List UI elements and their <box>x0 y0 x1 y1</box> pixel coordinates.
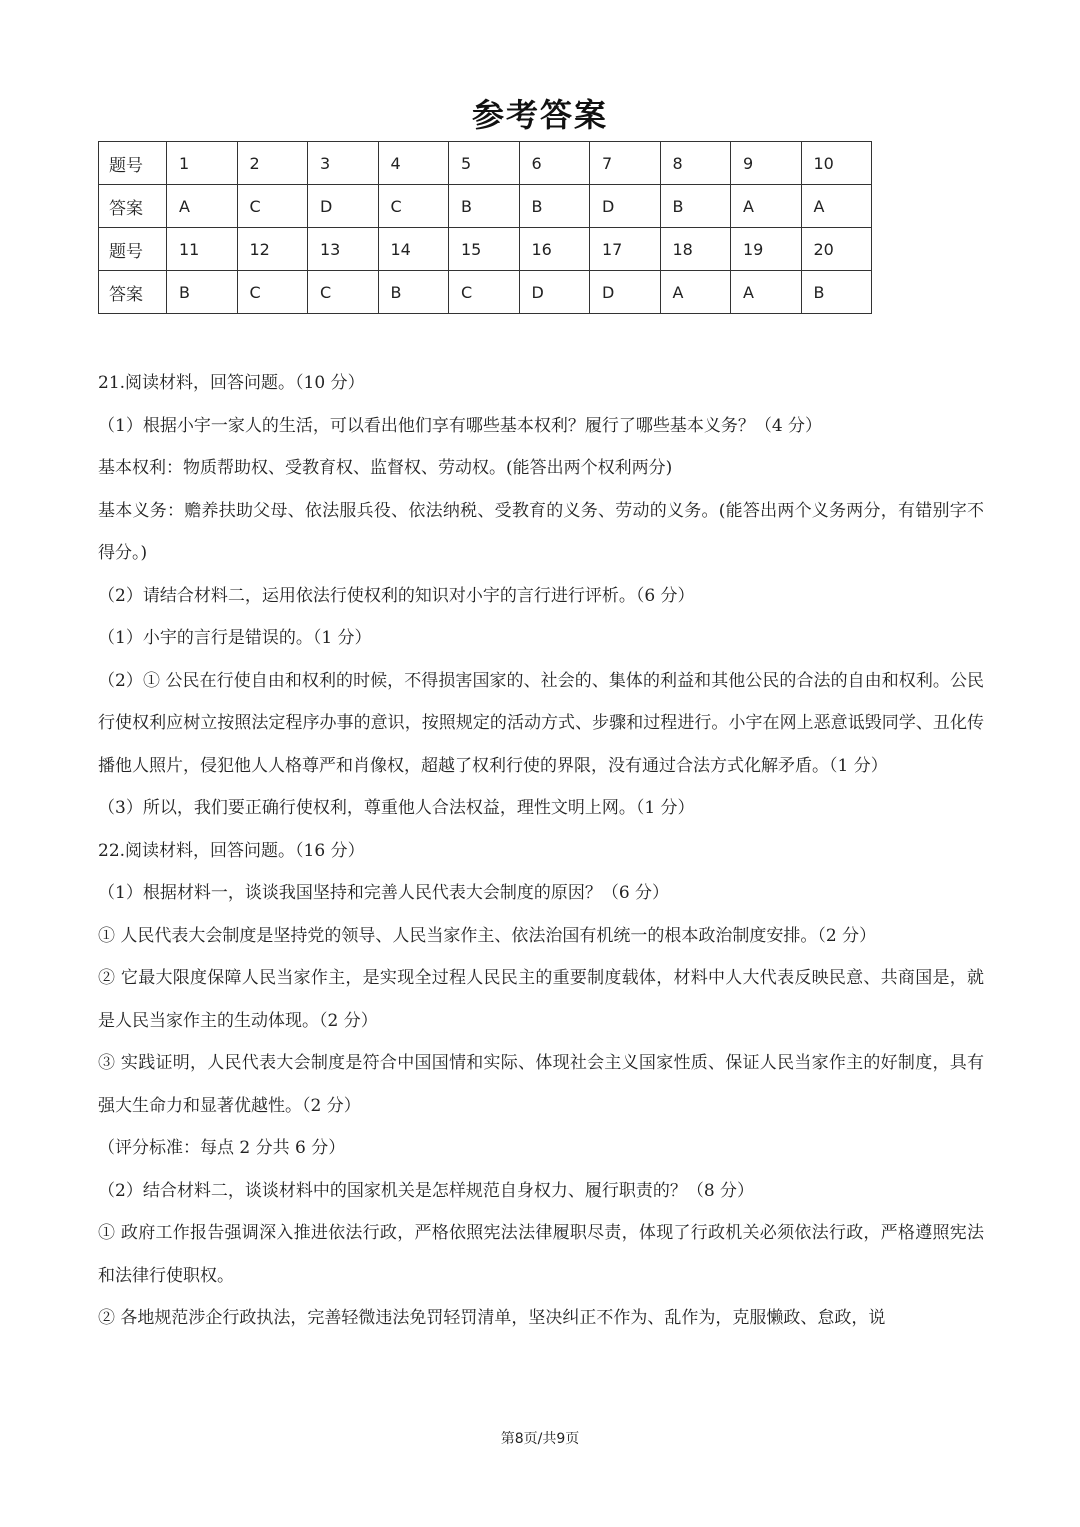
answer-table-cell: A <box>167 185 238 228</box>
row-header-cell: 题号 <box>99 142 167 185</box>
answer-table-cell: B <box>801 271 872 314</box>
answer-table-cell: 12 <box>237 228 308 271</box>
answer-table-cell: A <box>731 185 802 228</box>
answer-table-cell: B <box>519 185 590 228</box>
answer-table-cell: 17 <box>590 228 661 271</box>
answer-table-cell: C <box>308 271 379 314</box>
answer-table-row <box>99 185 872 228</box>
answer-paragraph: ③ 实践证明，人民代表大会制度是符合中国国情和实际、体现社会主义国家性质、保证人民当家作主的好制度，具有强大生命力和显著优越性。（2 分） <box>98 1053 984 1116</box>
answer-table-row <box>99 142 872 185</box>
row-header-cell: 答案 <box>99 271 167 314</box>
answer-table-cell: 13 <box>308 228 379 271</box>
answer-table-cell: 19 <box>731 228 802 271</box>
answer-table-cell: B <box>167 271 238 314</box>
answer-paragraph: （1）根据小宇一家人的生活，可以看出他们享有哪些基本权利？履行了哪些基本义务？（4 分） <box>98 415 823 436</box>
answer-table-cell: D <box>308 185 379 228</box>
answer-paragraph: ① 人民代表大会制度是坚持党的领导、人民当家作主、依法治国有机统一的根本政治制度安排。（2 分） <box>98 925 877 946</box>
answer-table-cell: C <box>237 271 308 314</box>
answer-table-cell: 5 <box>449 142 520 185</box>
answer-paragraph: 基本义务：赡养扶助父母、依法服兵役、依法纳税、受教育的义务、劳动的义务。(能答出两个义务两分，有错别字不得分。) <box>98 500 984 563</box>
answer-paragraph: 22.阅读材料，回答问题。（16 分） <box>98 840 365 861</box>
answer-body <box>98 362 984 1340</box>
answer-paragraph: ② 它最大限度保障人民当家作主，是实现全过程人民民主的重要制度载体，材料中人大代表反映民意、共商国是，就是人民当家作主的生动体现。（2 分） <box>98 968 984 1031</box>
page-title: 参考答案 <box>471 96 608 134</box>
answer-paragraph: （1）小宇的言行是错误的。（1 分） <box>98 628 372 648</box>
answer-table-cell: C <box>378 185 449 228</box>
answer-table-cell: C <box>449 271 520 314</box>
row-header-cell: 题号 <box>99 228 167 271</box>
answer-paragraph: （1）根据材料一，谈谈我国坚持和完善人民代表大会制度的原因？（6 分） <box>98 883 670 903</box>
answer-paragraph: 基本权利：物质帮助权、受教育权、监督权、劳动权。(能答出两个权利两分) <box>98 458 673 478</box>
answer-table-cell: 4 <box>378 142 449 185</box>
answer-table-cell: 16 <box>519 228 590 271</box>
answer-table-cell: 20 <box>801 228 872 271</box>
answer-table-cell: D <box>590 185 661 228</box>
answer-table-cell: 9 <box>731 142 802 185</box>
answer-table-cell: 11 <box>167 228 238 271</box>
answer-paragraph: （2）请结合材料二，运用依法行使权利的知识对小宇的言行进行评析。（6 分） <box>98 585 695 606</box>
answer-table-cell: A <box>801 185 872 228</box>
answer-table-cell: 10 <box>801 142 872 185</box>
answer-paragraph: （评分标准：每点 2 分共 6 分） <box>98 1138 346 1158</box>
answer-table-cell: D <box>590 271 661 314</box>
answer-table-cell: B <box>378 271 449 314</box>
answer-table-cell: 2 <box>237 142 308 185</box>
answer-table-cell: 8 <box>660 142 731 185</box>
answer-table-cell: 14 <box>378 228 449 271</box>
answer-table-cell: 7 <box>590 142 661 185</box>
answer-table-cell: C <box>237 185 308 228</box>
answer-table-cell: D <box>519 271 590 314</box>
answer-table-cell: A <box>731 271 802 314</box>
answer-paragraph: ① 政府工作报告强调深入推进依法行政，严格依照宪法法律履职尽责，体现了行政机关必须依法行政，严格遵照宪法和法律行使职权。 <box>98 1223 984 1286</box>
answer-table-cell: B <box>449 185 520 228</box>
page-footer: 第8页/共9页 <box>500 1431 580 1447</box>
answer-table <box>98 141 872 314</box>
answer-paragraph: （3）所以，我们要正确行使权利，尊重他人合法权益，理性文明上网。（1 分） <box>98 798 695 818</box>
answer-table-cell: A <box>660 271 731 314</box>
answer-table-cell: B <box>660 185 731 228</box>
answer-paragraph: （2）结合材料二，谈谈材料中的国家机关是怎样规范自身权力、履行职责的？（8 分） <box>98 1180 755 1201</box>
row-header-cell: 答案 <box>99 185 167 228</box>
answer-table-cell: 15 <box>449 228 520 271</box>
answer-paragraph: 21.阅读材料，回答问题。（10 分） <box>98 373 365 393</box>
answer-table-row <box>99 228 872 271</box>
answer-table-cell: 3 <box>308 142 379 185</box>
answer-table-cell: 6 <box>519 142 590 185</box>
answer-table-cell: 1 <box>167 142 238 185</box>
answer-table-cell: 18 <box>660 228 731 271</box>
answer-paragraph: （2）① 公民在行使自由和权利的时候，不得损害国家的、社会的、集体的利益和其他公民的合法的自由和权利。公民行使权利应树立按照法定程序办事的意识，按照规定的活动方式、步骤和过程进行。小宇在网上恶意诋毁同学、丑化传播他人照片，侵犯他人人格尊严和肖像权，超越了权利行使的界限，没有通过合法方式化解矛盾。（1 分） <box>98 670 984 776</box>
answer-paragraph: ② 各地规范涉企行政执法，完善轻微违法免罚轻罚清单，坚决纠正不作为、乱作为，克服懒政、怠政，说 <box>98 1308 886 1328</box>
answer-table-row <box>99 271 872 314</box>
